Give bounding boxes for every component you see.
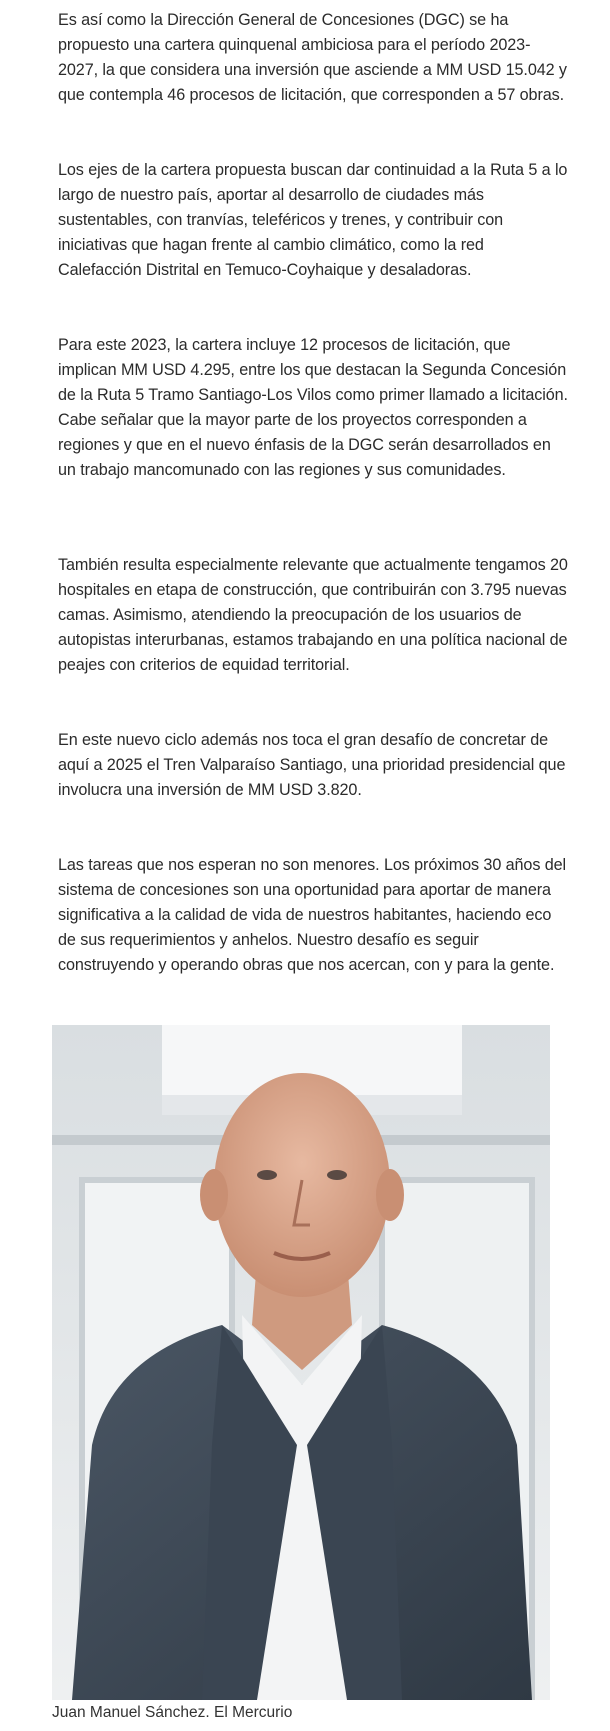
paragraph-2: Los ejes de la cartera propuesta buscan dar continuidad a la Ruta 5 a lo largo de nuestro país, aportar al desarrollo de ciudades más sustentables, con tranvías, teleféricos y trenes, y contribuir con iniciativas que hagan frente al cambio climático, como la red Calefacción Distrital en Temuco-Coyhaique y desaladoras. <box>58 161 568 279</box>
portrait-photo <box>52 1025 550 1700</box>
paragraph-block <box>58 853 568 978</box>
paragraph-block <box>58 728 568 803</box>
paragraph-block <box>58 333 568 483</box>
portrait-illustration <box>52 1025 550 1700</box>
paragraph-3: Para este 2023, la cartera incluye 12 procesos de licitación, que implican MM USD 4.295, entre los que destacan la Segunda Concesión de la Ruta 5 Tramo Santiago-Los Vilos como primer llamado a licitación. Cabe señalar que la mayor parte de los proyectos corresponden a regiones y que en el nuevo énfasis de la DGC serán desarrollados en un trabajo mancomunado con las regiones y sus comunidades. <box>58 336 568 479</box>
paragraph-block <box>58 553 568 678</box>
paragraph-5: En este nuevo ciclo además nos toca el gran desafío de concretar de aquí a 2025 el Tren Valparaíso Santiago, una prioridad presidencial que involucra una inversión de MM USD 3.820. <box>58 731 566 799</box>
paragraph-4: También resulta especialmente relevante que actualmente tengamos 20 hospitales en etapa de construcción, que contribuirán con 3.795 nuevas camas. Asimismo, atendiendo la preocupación de los usuarios de autopistas interurbanas, estamos trabajando en una política nacional de peajes con criterios de equidad territorial. <box>58 556 568 674</box>
photo-caption: Juan Manuel Sánchez. El Mercurio <box>52 1704 293 1721</box>
paragraph-1: Es así como la Dirección General de Concesiones (DGC) se ha propuesto una cartera quinquenal ambiciosa para el período 2023-2027, la que considera una inversión que asciende a MM USD 15.042 y que contempla 46 procesos de licitación, que corresponden a 57 obras. <box>58 11 567 104</box>
paragraph-6: Las tareas que nos esperan no son menores. Los próximos 30 años del sistema de concesiones son una oportunidad para aportar de manera significativa a la calidad de vida de nuestros habitantes, haciendo eco de sus requerimientos y anhelos. Nuestro desafío es seguir construyendo y operando obras que nos acercan, con y para la gente. <box>58 856 567 974</box>
paragraph-block <box>58 8 568 108</box>
paragraph-block <box>58 158 568 283</box>
